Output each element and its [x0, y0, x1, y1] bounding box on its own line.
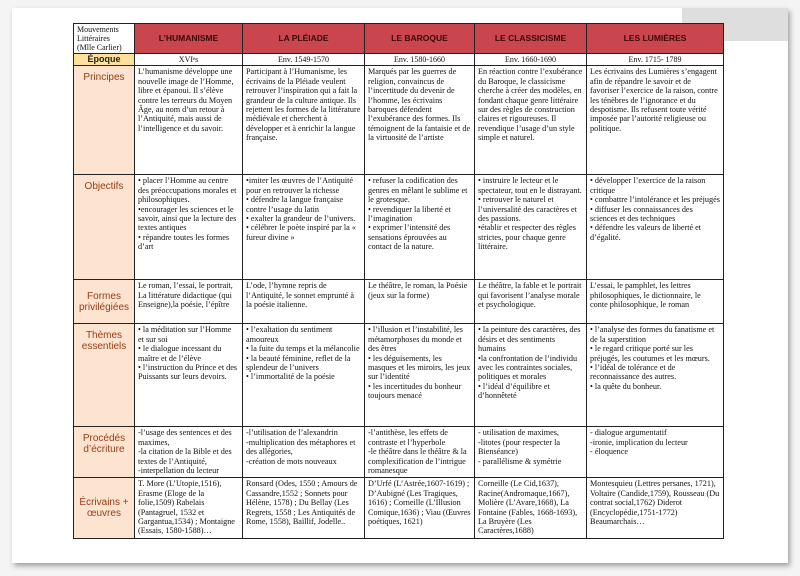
corner-label-line: Mouvements	[77, 25, 119, 34]
table-cell	[365, 324, 475, 427]
cell-line: Le théâtre, le roman, la Poésie (jeux sur la forme)	[368, 281, 468, 300]
column-header-lumieres: LES LUMIÈRES	[587, 24, 724, 54]
epoque-cell: Env. 1580-1660	[365, 54, 475, 66]
cell-line: -interpellation du lecteur	[138, 466, 219, 476]
table-cell	[475, 280, 587, 324]
epoque-cell: XVIᵉs	[135, 54, 243, 66]
cell-line: Les écrivains des Lumières s’engagent afin de répandre le savoir et de favoriser l’exercice de la raison, contre les ténèbres de l’ignorance et du despotisme. Ils refusent toute vérité imposée par l’autorité religieuse ou politique.	[590, 67, 718, 133]
cell-line: • l’instruction du Prince et des Puissants sur leurs devoirs.	[138, 363, 238, 382]
cell-line: •établir et respecter des règles strictes, pour chaque genre littéraire.	[478, 223, 576, 252]
table-cell	[135, 324, 243, 427]
cell-line: • les déguisements, les masques et les miroirs, les jeux sur l’identité	[368, 353, 471, 382]
cell-line: L’ode, l’hymne repris de l’Antiquité, le sonnet emprunté à la poésie italienne.	[246, 281, 355, 310]
table-row	[74, 478, 724, 539]
cell-line: -l’antithèse, les effets de contraste et l’hyperbole	[368, 428, 448, 447]
row-label: Procédés d’écriture	[74, 427, 135, 478]
cell-line: Le théâtre, la fable et le portrait qui favorisent l’analyse morale et psychologique.	[478, 281, 582, 310]
table-cell	[475, 175, 587, 280]
cell-line: • la quête du bonheur.	[590, 381, 662, 391]
cell-line: • retrouver le naturel et l’universalité des caractères et des passions.	[478, 195, 577, 224]
cell-line: • placer l’Homme au centre des préoccupations morales et philosophiques.	[138, 176, 237, 205]
cell-line: • la méditation sur l’Homme et sur soi	[138, 325, 232, 344]
table-cell	[243, 280, 365, 324]
table-cell	[365, 66, 475, 175]
cell-line: -l’utilisation de l’alexandrin	[246, 428, 338, 438]
row-label: Thèmes essentiels	[74, 324, 135, 427]
table-row	[74, 175, 724, 280]
cell-line: • défendre les valeurs de liberté et d’égalité.	[590, 223, 702, 242]
table-cell	[135, 280, 243, 324]
cell-line: • diffuser les connaissances des sciences et des techniques	[590, 204, 693, 224]
table-cell	[243, 175, 365, 280]
cell-line: •la confrontation de l’individu avec les contraintes sociales, politiques et morales	[478, 353, 578, 382]
cell-line: • le dialogue incessant du maître et de l’élève	[138, 344, 222, 363]
table-cell	[243, 66, 365, 175]
cell-line: • l’idéal d’équilibre et d’honnêteté	[478, 381, 550, 401]
epoque-label: Époque	[74, 54, 135, 66]
literary-movements-table	[73, 23, 724, 539]
cell-line: -l’usage des sentences et des maximes,	[138, 428, 232, 447]
cell-line: • instruire le lecteur et le spectateur, tout en le distrayant.	[478, 176, 582, 195]
cell-line: • l’exaltation du sentiment amoureux	[246, 325, 333, 344]
row-label: Objectifs	[74, 175, 135, 280]
table-cell	[475, 427, 587, 478]
cell-line: -création de mots nouveaux	[246, 456, 337, 466]
table-cell	[135, 478, 243, 539]
column-header-pleiade: LA PLÉIADE	[243, 24, 365, 54]
cell-line: • exalter la grandeur de l’univers.	[246, 214, 356, 224]
cell-line: • l’analyse des formes du fanatisme et de la superstition	[590, 325, 715, 344]
table-row	[74, 66, 724, 175]
column-header-baroque: LE BAROQUE	[365, 24, 475, 54]
cell-line: Montesquieu (Lettres persanes, 1721), Voltaire (Candide,1759), Rousseau (Du contrat social,1762) Diderot (Encyclopédie,1751-1772) Beaumarchais…	[590, 479, 720, 527]
cell-line: • la fuite du temps et la mélancolie	[246, 344, 360, 354]
corner-label-line: Littéraires	[77, 34, 110, 43]
table-cell	[243, 324, 365, 427]
table-cell	[365, 478, 475, 539]
table-cell	[135, 175, 243, 280]
cell-line: • répandre toutes les formes d’art	[138, 232, 230, 252]
epoque-cell: Env. 1549-1570	[243, 54, 365, 66]
table-cell	[475, 324, 587, 427]
corner-label-line: (Mlle Carlier)	[77, 43, 122, 52]
cell-line: T. More (L’Utopie,1516), Erasme (Eloge de la folie,1509) Rabelais (Pantagruel, 1532 et Gargantua,1534) ; Montaigne (Essais, 1580-1588)…	[138, 479, 235, 536]
cell-line: Participant à l’Humanisme, les écrivains de la Pléiade veulent retrouver l’inspiration qui a fait la grandeur de la culture antique. Ils rejettent les formes de la littérature médiévale et cherchent à développer et à enrichir la langue française.	[246, 67, 361, 143]
table-cell	[135, 66, 243, 175]
cell-line: • l’idéal de tolérance et de reconnaissance des autres.	[590, 363, 677, 382]
cell-line: • célébrer le poète inspiré par la « fureur divine »	[246, 223, 356, 242]
cell-line: • défendre la langue française contre l’usage du latin	[246, 195, 343, 214]
cell-line: -le théâtre dans le théâtre & la complexification de l’intrigue romanesque	[368, 447, 467, 476]
cell-line: Marqués par les guerres de religion, convaincus de l’incertitude du devenir de l’homme, les écrivains baroques défendent l’exubérance des formes. Ils témoignent de la fantaisie et de la virtuosité de l’artiste	[368, 67, 471, 143]
corner-label	[74, 24, 135, 54]
table-cell	[475, 478, 587, 539]
cell-line: L’essai, le pamphlet, les lettres philosophiques, le dictionnaire, le conte philosophique, le roman	[590, 281, 701, 310]
cell-line: • revendiquer la liberté et l’imagination	[368, 204, 451, 224]
cell-line: • la beauté féminine, reflet de la splendeur de l’univers	[246, 353, 351, 373]
cell-line: • l’illusion et l’instabilité, les métamorphoses du monde et des êtres	[368, 325, 463, 354]
cell-line: L’humanisme développe une nouvelle image de l’Homme, libre et épanoui. Il s’élève contre les terreurs du Moyen Âge, au nom d’un retour à l’Antiquité, mais aussi de l’intelligence et du savoir.	[138, 67, 234, 133]
cell-line: • refuser la codification des genres en mêlant le sublime et le grotesque.	[368, 176, 468, 205]
cell-line: - parallélisme & symétrie	[478, 456, 562, 466]
row-label: Écrivains + œuvres	[74, 478, 135, 539]
cell-line: •encourager les sciences et le savoir, ainsi que la lecture des textes antiques	[138, 204, 237, 233]
table-row	[74, 324, 724, 427]
table-row	[74, 427, 724, 478]
table-cell	[243, 427, 365, 478]
table-cell	[365, 175, 475, 280]
cell-line: • exprimer l’intensité des sensations éprouvées au contact de la nature.	[368, 223, 451, 252]
table-cell	[365, 280, 475, 324]
epoque-cell: Env. 1660-1690	[475, 54, 587, 66]
cell-line: • développer l’exercice de la raison critique	[590, 176, 706, 195]
table-row	[74, 280, 724, 324]
table-cell	[587, 324, 724, 427]
table-cell	[587, 175, 724, 280]
table-cell	[475, 66, 587, 175]
row-label: Principes	[74, 66, 135, 175]
row-label: Formes privilégiées	[74, 280, 135, 324]
cell-line: • combattre l’intolérance et les préjugés	[590, 195, 720, 205]
cell-line: • les incertitudes du bonheur toujours menacé	[368, 381, 462, 401]
table-cell	[587, 427, 724, 478]
cell-line: • l’immortalité de la poésie	[246, 372, 335, 382]
cell-line: - utilisation de maximes,	[478, 428, 559, 438]
cell-line: - éloquence	[590, 447, 628, 457]
table-cell	[587, 66, 724, 175]
epoque-row	[74, 54, 724, 66]
column-header-classicisme: LE CLASSICISME	[475, 24, 587, 54]
cell-line: En réaction contre l’exubérance du Baroque, le classicisme cherche à créer des modèles, en fondant chaque genre littéraire sur des règles de construction claires et rigoureuses. Il revendique l’usage d’un style simple et naturel.	[478, 67, 583, 143]
cell-line: D’Urfé (L’Astrée,1607-1619) ; D’Aubigné (Les Tragiques, 1616) ; Corneille (L’Illusion Comique,1636) ; Viau (Œuvres poétiques, 1621)	[368, 479, 471, 527]
cell-line: -la citation de la Bible et des textes de l’Antiquité,	[138, 447, 232, 466]
cell-line: -litotes (pour respecter la Bienséance)	[478, 437, 561, 457]
document-page	[12, 8, 788, 563]
cell-line: • la peinture des caractères, des désirs et des sentiments humains	[478, 325, 581, 354]
table-cell	[135, 427, 243, 478]
table-cell	[365, 427, 475, 478]
header-row	[74, 24, 724, 54]
cell-line: • le regard critique porté sur les préjugés, les coutumes et les mœurs.	[590, 344, 710, 363]
table-cell	[243, 478, 365, 539]
cell-line: - dialogue argumentatif	[590, 428, 667, 438]
table-cell	[587, 478, 724, 539]
cell-line: -multiplication des métaphores et des allégories,	[246, 437, 356, 457]
cell-line: Ronsard (Odes, 1550 ; Amours de Cassandre,1552 ; Sonnets pour Hélène, 1578) ; Du Bellay (Les Regrets, 1558 ; Les Antiquités de Rome, 1558), Baïllif, Jodelle..	[246, 479, 358, 527]
cell-line: -ironie, implication du lecteur	[590, 437, 688, 447]
cell-line: Corneille (Le Cid,1637), Racine(Andromaque,1667), Molière (L’Avare,1668), La Fontaine (Fables, 1668-1693), La Bruyère (Les Caractères,1688)	[478, 479, 578, 536]
cell-line: •imiter les œuvres de l’Antiquité pour en retrouver la richesse	[246, 176, 354, 195]
epoque-cell: Env. 1715- 1789	[587, 54, 724, 66]
column-header-humanisme: L’HUMANISME	[135, 24, 243, 54]
table-cell	[587, 280, 724, 324]
cell-line: Le roman, l’essai, le portrait, La littérature didactique (qui Enseigne),la poésie, l’épître	[138, 281, 233, 310]
